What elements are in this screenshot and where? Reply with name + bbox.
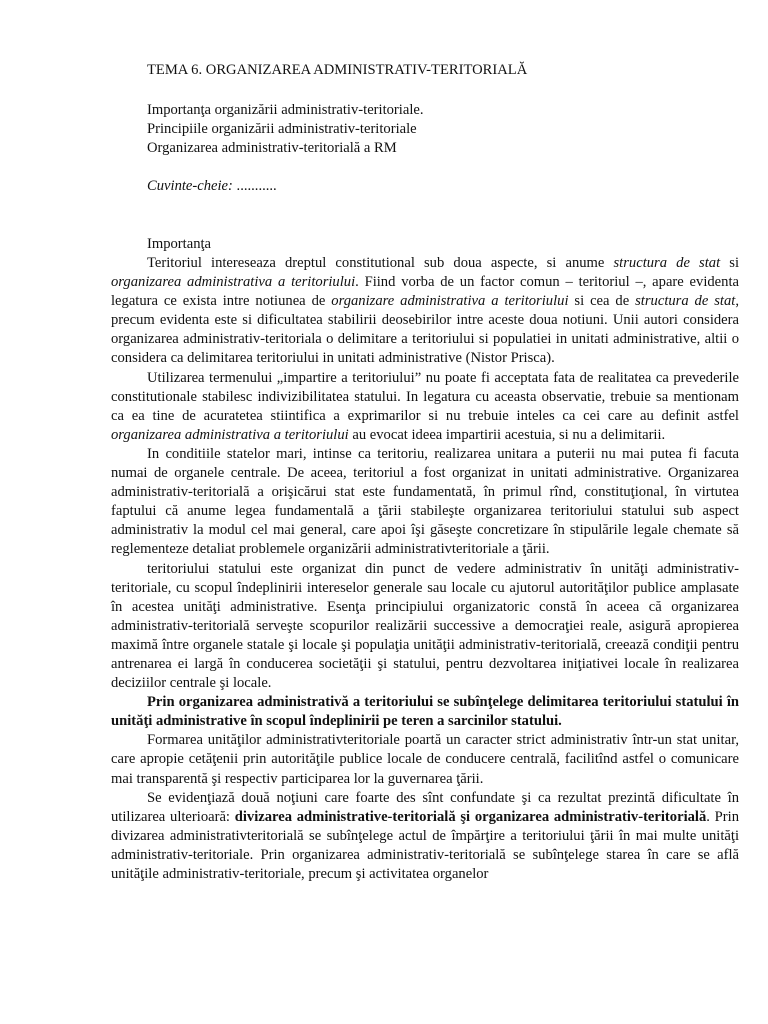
section-heading: Importanţa [147,236,212,252]
text-run: teritoriului statului este organizat din punct de vedere administrativ în unităţi administrativ-teritoriale, cu scopul îndeplinirii intereselor generale sau locale cu ajutorul autorităţilor publice amplasate în acestea unităţi administrative. Esenţa principiului organizatoric constă în aceea că organizarea administrativ-teritorială serveşte scopurilor realizării successive a democraţiei reale, asigură apropierea maximă între organele statale şi locale şi populaţia unităţii administrativ-teritorială, creează condiţii pentru antrenarea ei largă în conducerea societăţii şi statului, pentru dezvoltarea iniţiativei locale în realizarea deciziilor centrale şi locale. [111,560,739,692]
paragraph [111,369,739,445]
italic-text: structura de stat [635,293,736,310]
text-run: Formarea unităţilor administrativteritoriale poartă un caracter strict administrativ într-un stat unitar, care apropie cetăţenii prin autorităţile publice locale de conducere centrală, facilitînd astfel o comunicare mai transparentă şi respectiv participarea lor la guvernarea ţării. [111,732,739,787]
italic-text: structura de stat [613,255,721,271]
document-title: TEMA 6. ORGANIZAREA ADMINISTRATIV-TERITORIALĂ [147,62,528,78]
text-run: , precum evidenta este si dificultatea stabilirii deosebirilor intre aceste doua notiuni. Unii autori considera organizarea administrativ-teritoriala o delimitare a teritoriului si populatiei in unitati administrative, altii o considera ca delimitarea teritoriului in unitati administrative (Nistor Prisca). [111,293,739,367]
text-run: au evocat ideea impartirii acestuia, si nu a delimitarii. [348,426,666,443]
bold-text: divizarea administrative-teritorială şi organizarea administrativ-teritorială [234,808,707,825]
paragraph [111,693,739,731]
text-run: si [720,255,740,271]
bold-text: Prin organizarea administrativă a teritoriului se subînţelege delimitarea teritoriului statului în unităţi administrative în scopul îndeplinirii pe teren a sarcinilor statului. [111,694,739,730]
italic-text: organizarea administrativa a teritoriului [111,426,349,443]
topic-item: Organizarea administrativ-teritorială a RM [147,140,397,156]
text-run: Teritoriul intereseaza dreptul constitutional sub doua aspecte, si anume [147,255,614,271]
document-page [111,62,739,884]
topic-item: Importanţa organizării administrativ-teritoriale. [147,102,424,118]
text-run: Se evidenţiază două noţiuni care foarte des sînt confundate şi ca rezultat prezintă dificultate în utilizarea ulterioară: [111,789,739,825]
topic-list [147,101,739,158]
text-run: . Prin divizarea administrativteritorială se subînţelege actul de împărţire a teritoriului ţării în mai multe unităţi administrativ-teritoriale. Prin organizarea administrativ-teritorială se subînţelege starea în care se află unităţile administrativ-teritoriale, precum şi activitatea organelor [111,808,739,882]
text-run: . Fiind vorba de un factor comun – teritoriul –, apare evidenta legatura ce exista intre notiunea de [111,274,739,310]
italic-text: organizarea administrativa a teritoriului [111,274,356,291]
keywords-label: Cuvinte-cheie: [147,178,233,194]
body-text [111,254,739,884]
text-run: In conditiile statelor mari, intinse ca teritoriu, realizarea unitara a puterii nu mai putea fi facuta numai de organele centrale. De aceea, teritoriul a fost organizat in unitati administrative. Organizarea administrativ-teritorială a orişicărui stat este fundamentată, în primul rînd, constituţional, în virtutea faptului că anume legea fundamentală a ţării stabileşte organizarea teritoriului statului sub aspect administrativ la modul cel mai general, care apoi îşi găseşte concretizare în stipulările legale chemate să reglementeze detaliat problemele organizării administrativteritoriale a ţării. [111,445,739,558]
keywords-line [147,178,739,195]
paragraph [111,731,739,788]
text-run: Utilizarea termenului „impartire a teritoriului” nu poate fi acceptata fata de realitatea ca prevederile constitutionale stabilesc indivizibilitatea statului. In legatura cu aceasta observatie, trebuie sa mentionam ca ea tine de acuratetea stiintifica a exprimarilor si nu trebuie inteles ca cei care au definit astfel [111,369,739,424]
topic-item: Principiile organizării administrativ-teritoriale [147,121,417,137]
paragraph [111,445,739,560]
keywords-value: ........... [232,178,277,194]
italic-text: organizare administrativa a teritoriului [331,293,569,310]
paragraph [111,789,739,884]
paragraph [111,254,739,369]
paragraph [111,560,739,694]
text-run: si cea de [568,293,636,310]
